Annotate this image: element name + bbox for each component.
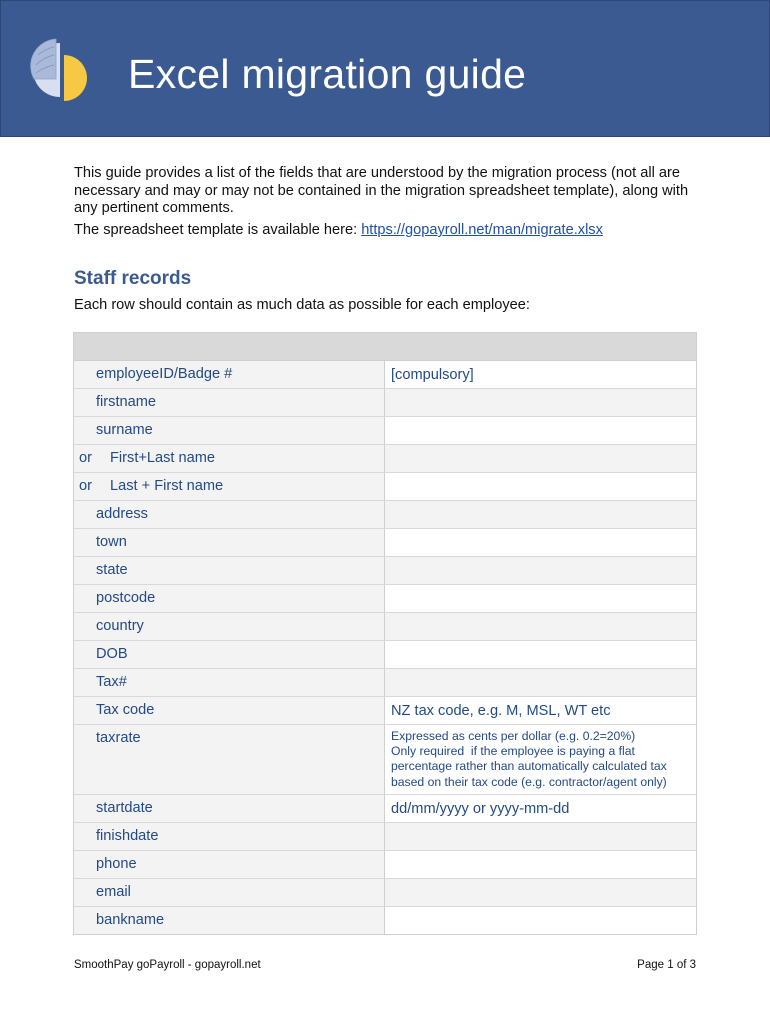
field-name: email [96,884,131,900]
note-line: based on their tax code (e.g. contractor/agent only) [391,774,667,789]
field-note [385,389,696,416]
section-lead: Each row should contain as much data as possible for each employee: [74,297,530,313]
header-banner [0,0,770,137]
field-name: surname [96,422,153,438]
field-name: Last + First name [110,478,224,494]
field-name: taxrate [96,730,141,746]
template-prefix: The spreadsheet template is available here: [74,222,362,238]
table-row [74,389,696,417]
or-prefix: or [79,478,92,494]
table-row [74,585,696,613]
field-note [385,613,696,640]
table-row [74,613,696,641]
table-header [74,333,696,361]
page-number: Page 1 of 3 [637,959,696,971]
intro-paragraph [74,165,704,218]
table-row [74,823,696,851]
field-note: [compulsory] [391,367,474,383]
table-row [74,851,696,879]
field-name: address [96,506,148,522]
pie-chart-logo-icon [30,35,90,105]
field-name: startdate [96,800,153,816]
field-note: dd/mm/yyyy or yyyy-mm-dd [391,801,570,817]
field-note [385,851,696,878]
table-row [74,361,696,389]
field-note [385,501,696,528]
table-row [74,641,696,669]
field-note [385,417,696,444]
table-row [74,669,696,697]
table-row [74,557,696,585]
field-note [385,725,696,794]
note-line: percentage rather than automatically calculated tax [391,759,667,774]
table-row [74,473,696,501]
field-name: DOB [96,646,128,662]
table-row [74,529,696,557]
field-note [385,585,696,612]
field-note: NZ tax code, e.g. M, MSL, WT etc [391,703,611,719]
field-name: town [96,534,127,550]
table-row [74,501,696,529]
field-name: finishdate [96,828,159,844]
field-note [385,445,696,472]
intro-text: This guide provides a list of the fields that are understood by the migration process (not all are necessary and may or may not be contained in the migration spreadsheet template), along with any pertinent comments. [74,165,689,216]
footer-left: SmoothPay goPayroll - gopayroll.net [74,959,261,971]
field-name: firstname [96,394,157,410]
field-name: employeeID/Badge # [96,366,233,382]
template-line [74,222,704,240]
table-row [74,795,696,823]
table-row [74,417,696,445]
field-note [385,879,696,906]
field-note [385,473,696,500]
field-note [385,907,696,934]
table-row [74,697,696,725]
field-name: Tax code [96,702,155,718]
field-name: country [96,618,144,634]
section-title: Staff records [74,268,192,289]
staff-fields-table [73,332,697,935]
field-name: postcode [96,590,156,606]
field-note [385,557,696,584]
field-note [385,529,696,556]
page-title: Excel migration guide [128,51,527,97]
table-row [74,879,696,907]
field-name: phone [96,856,137,872]
field-note [385,641,696,668]
note-line: Expressed as cents per dollar (e.g. 0.2=20%) [391,729,636,743]
field-name: First+Last name [110,450,216,466]
table-row [74,907,696,934]
field-name: Tax# [96,674,127,690]
or-prefix: or [79,450,92,466]
field-note [385,669,696,696]
field-name: state [96,562,128,578]
note-line: Only required if the employee is paying a flat [391,744,635,759]
template-link[interactable]: https://gopayroll.net/man/migrate.xlsx [361,222,603,238]
field-name: bankname [96,912,165,928]
field-note [385,823,696,850]
table-row [74,725,696,795]
table-row [74,445,696,473]
